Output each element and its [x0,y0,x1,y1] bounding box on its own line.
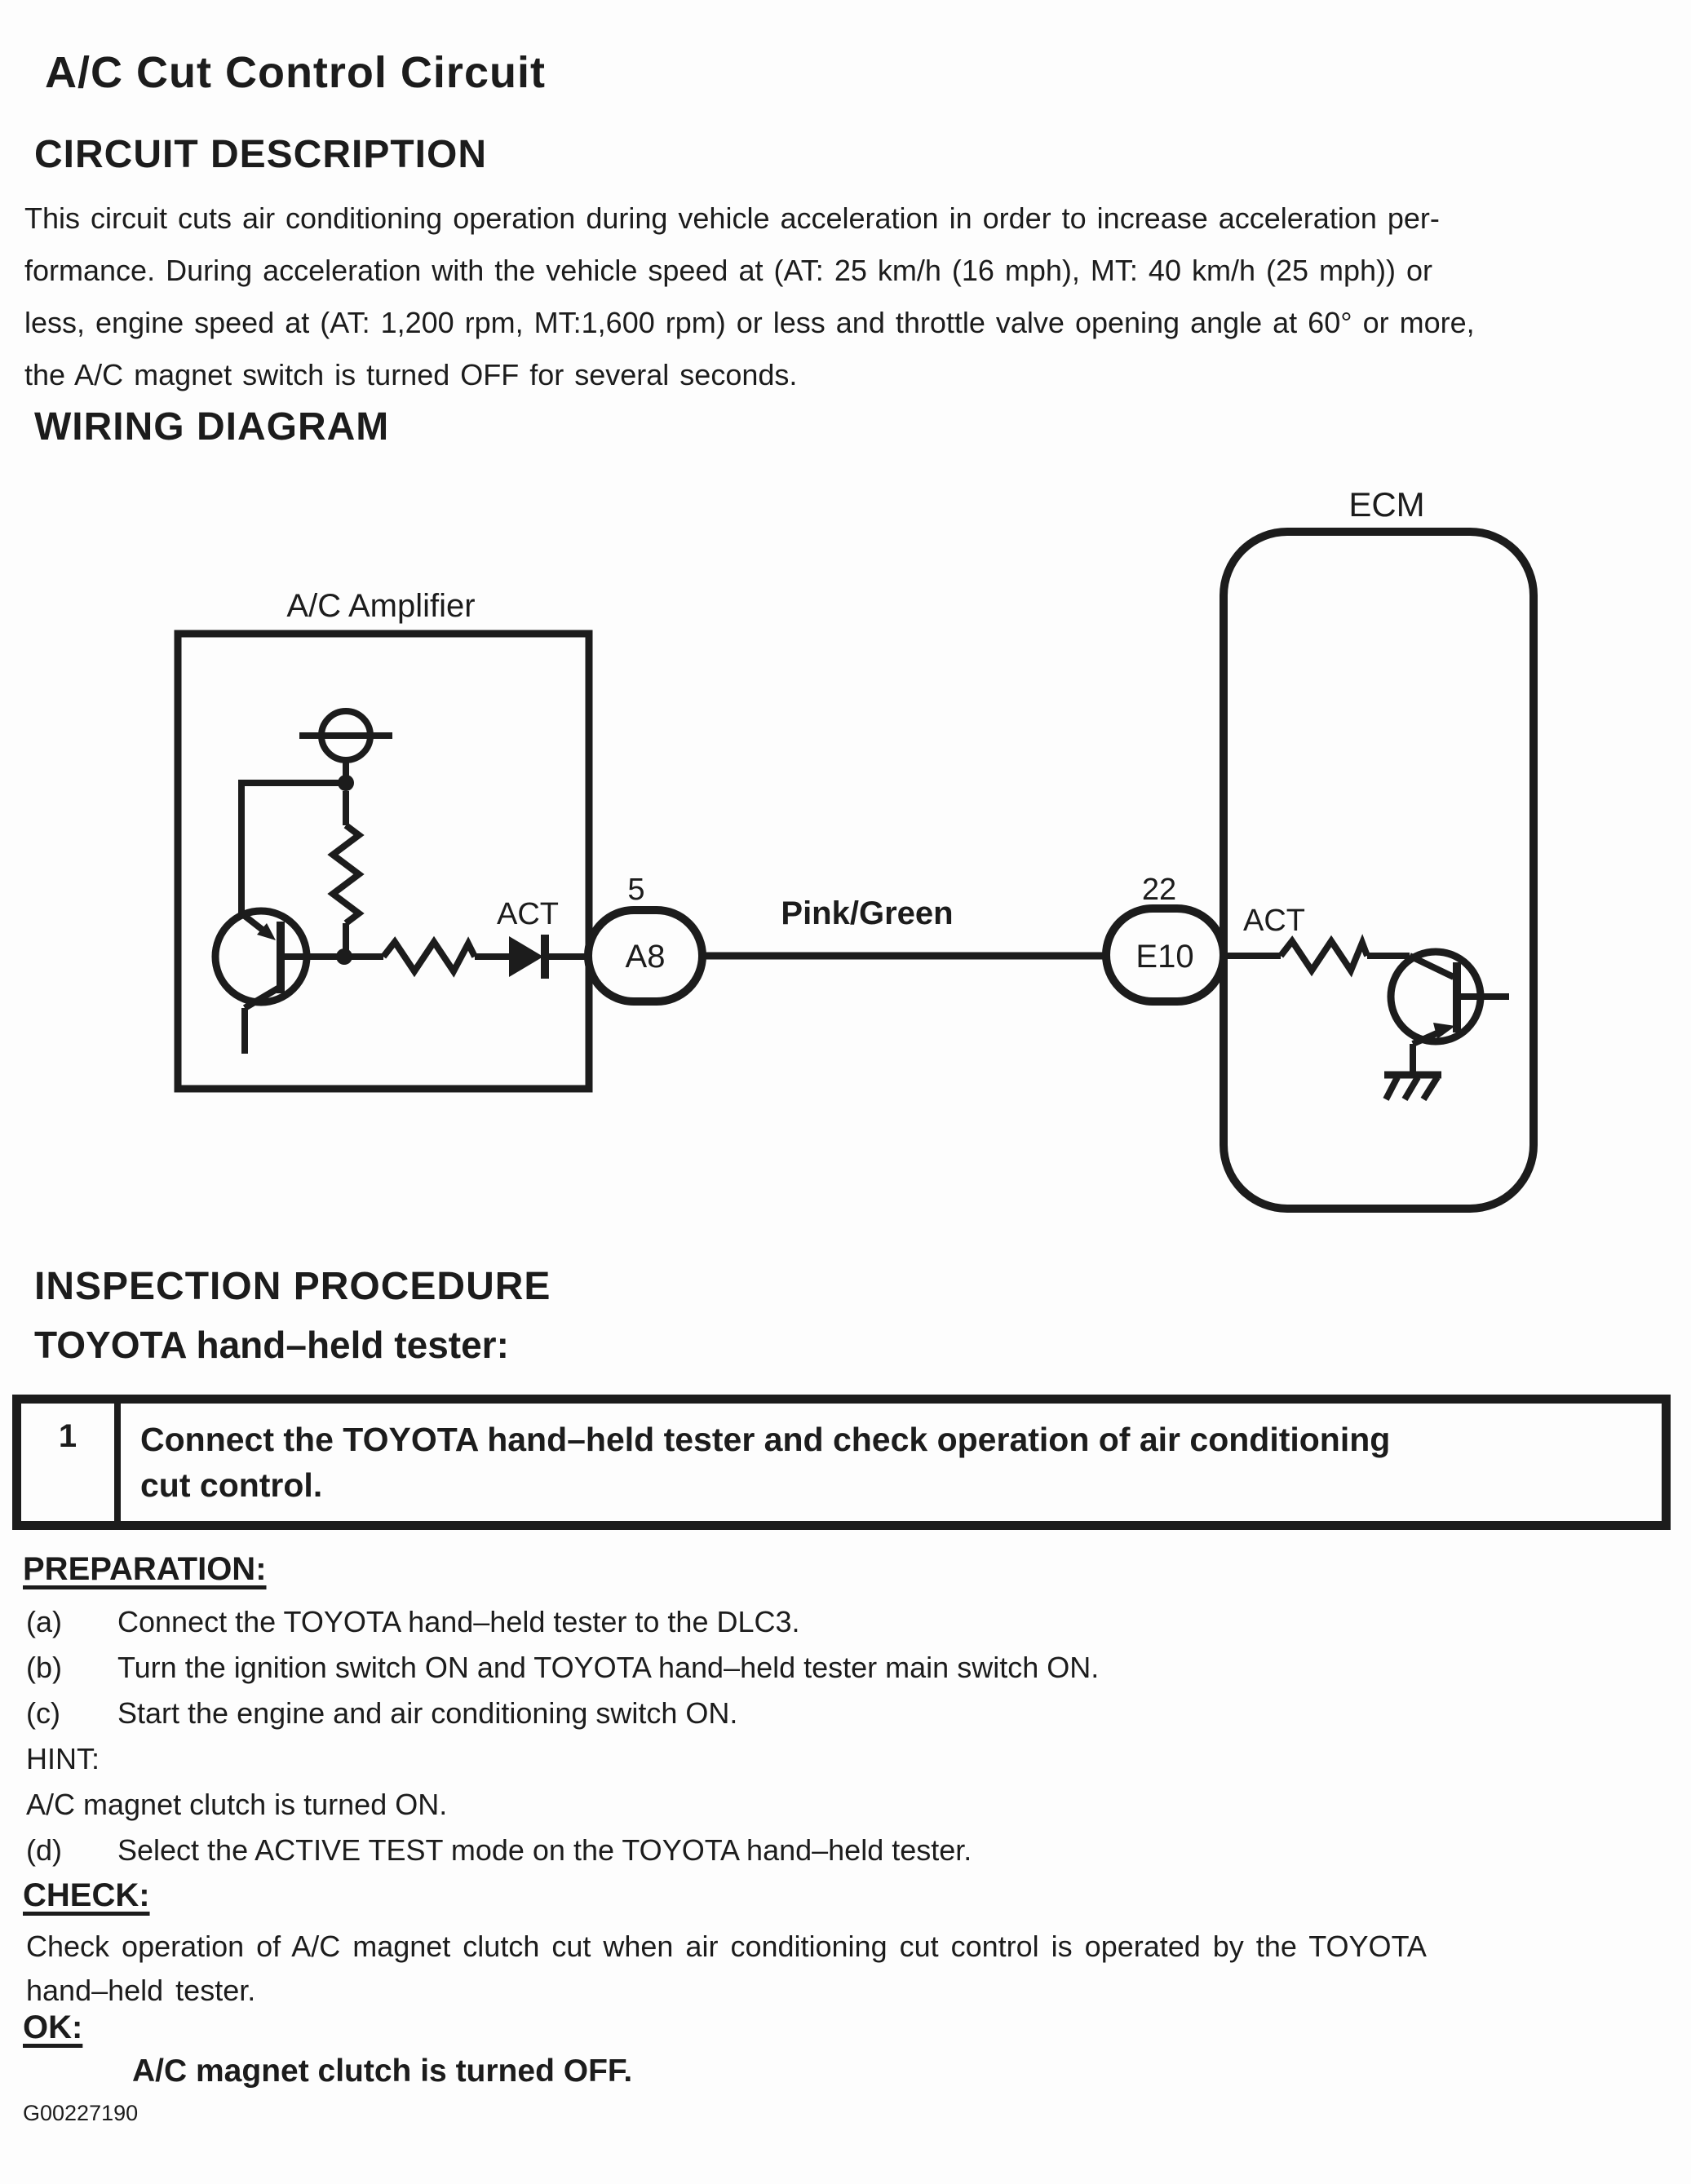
ecm-label: ECM [1348,485,1425,524]
description-line: This circuit cuts air conditioning operation during vehicle acceleration in order to increase acceleration per- [24,201,1440,235]
circuit-description-heading: CIRCUIT DESCRIPTION [34,133,488,176]
ecm-transistor-icon [1391,952,1509,1074]
circuit-description-text [24,192,1475,401]
check-line: Check operation of A/C magnet clutch cut when air conditioning cut control is operated by the TOYOTA [26,1930,1427,1963]
act-amplifier-label: ACT [497,897,559,931]
step-letter: (a) [26,1605,62,1638]
connector-a8-pin: 5 [627,873,645,907]
step-instruction-cell [121,1404,1662,1521]
step-letter: (d) [26,1833,62,1867]
wire-color-label: Pink/Green [781,895,954,931]
ecm-outline [1224,532,1534,1209]
description-line: less, engine speed at (AT: 1,200 rpm, MT:1,600 rpm) or less and throttle valve opening angle at 60° or more, [24,306,1475,339]
hint-label: HINT: [26,1742,100,1775]
pullup-resistor-icon [333,791,359,950]
ok-heading: OK: [23,2009,83,2045]
ecm-internals [1224,904,1509,1099]
preparation-step [26,1605,800,1639]
step-instruction-line: Connect the TOYOTA hand–held tester and check operation of air conditioning [140,1421,1391,1458]
step-letter: (b) [26,1651,62,1684]
amplifier-transistor-icon [215,911,338,1054]
ecm-resistor-icon [1281,941,1410,970]
step-text: Select the ACTIVE TEST mode on the TOYOTA hand–held tester. [117,1833,972,1867]
wiring-diagram-heading: WIRING DIAGRAM [34,405,390,449]
connector-a8 [588,873,702,1001]
connector-e10-pin: 22 [1141,873,1177,907]
connector-e10 [1106,873,1224,1001]
preparation-step [26,1833,972,1868]
diode-icon [509,935,588,979]
act-ecm-label: ACT [1243,904,1305,938]
figure-id: G00227190 [23,2101,139,2125]
step-text: Connect the TOYOTA hand–held tester to the DLC3. [117,1605,800,1638]
power-source-icon [299,711,392,776]
preparation-step [26,1696,737,1731]
description-line: formance. During acceleration with the vehicle speed at (AT: 25 km/h (16 mph), MT: 40 km/h (25 mph)) or [24,254,1433,287]
tester-subheading: TOYOTA hand–held tester: [34,1324,509,1366]
step-letter: (c) [26,1696,60,1730]
description-line: the A/C magnet switch is turned OFF for several seconds. [24,358,798,391]
connector-e10-name: E10 [1135,939,1194,975]
check-heading: CHECK: [23,1877,150,1913]
check-line: hand–held tester. [26,1974,256,2007]
preparation-heading: PREPARATION: [23,1551,267,1587]
check-text [26,1925,1427,2013]
page-title: A/C Cut Control Circuit [45,48,546,97]
series-resistor-icon [344,942,509,971]
step-instruction-line: cut control. [140,1466,323,1504]
step-number-cell: 1 [21,1404,121,1521]
inspection-step-table [12,1395,1671,1530]
base-feedback-wire [241,783,346,940]
ac-amplifier-block [178,588,589,1089]
preparation-step [26,1651,1099,1685]
ground-icon [1384,1075,1441,1099]
ok-text: A/C magnet clutch is turned OFF. [132,2054,633,2089]
step-text: Turn the ignition switch ON and TOYOTA hand–held tester main switch ON. [117,1651,1100,1684]
inspection-procedure-heading: INSPECTION PROCEDURE [34,1265,551,1308]
ecm-block [1224,485,1534,1209]
step-text: Start the engine and air conditioning switch ON. [117,1696,738,1730]
connector-a8-name: A8 [625,939,666,975]
hint-text: A/C magnet clutch is turned ON. [26,1788,448,1821]
ac-amplifier-label: A/C Amplifier [286,588,476,624]
wiring-diagram [122,473,1550,1248]
